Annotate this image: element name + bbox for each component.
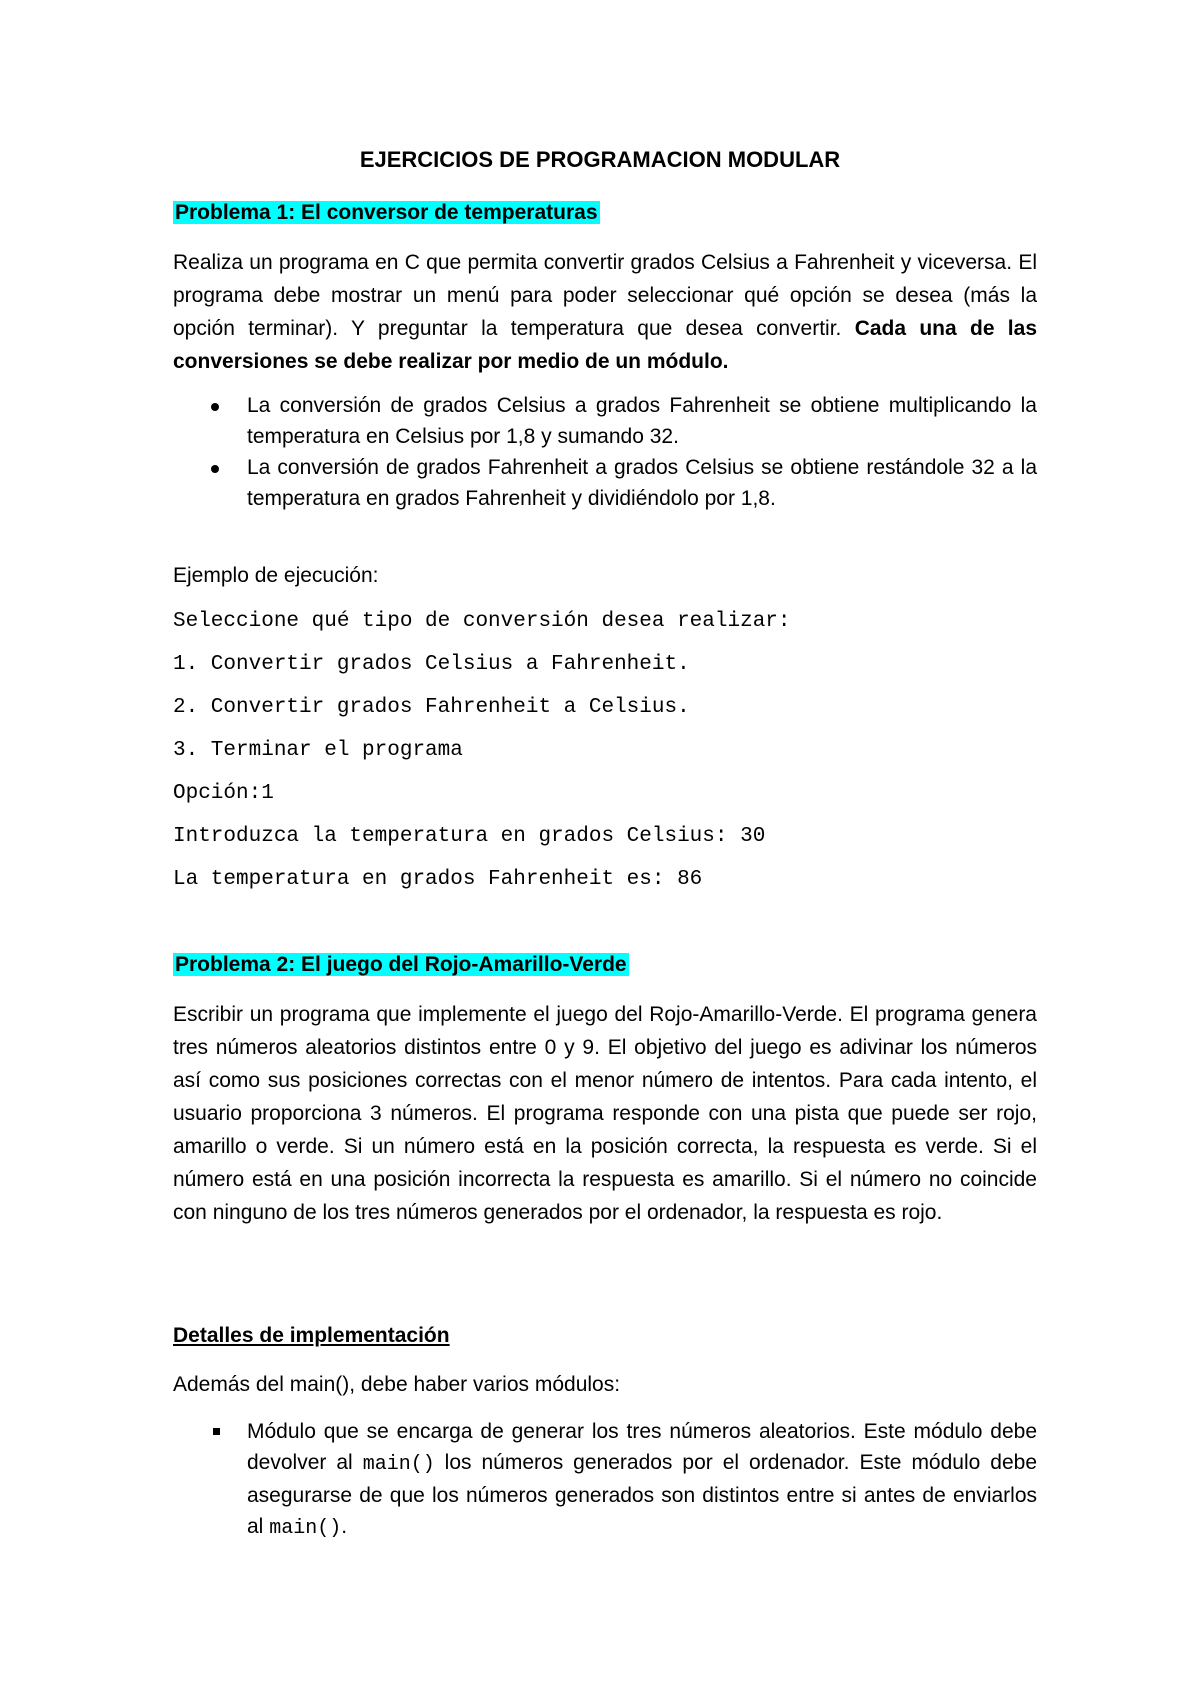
- problem-1-heading-wrap: [173, 196, 1037, 229]
- module-bullet-list: [173, 1416, 1037, 1544]
- problem-1-bold-text: Cada una de las conversiones se debe realizar por medio de un módulo.: [173, 317, 1038, 373]
- list-item: [173, 390, 1037, 452]
- list-item: [173, 452, 1037, 514]
- details-heading: Detalles de implementación: [173, 1324, 450, 1347]
- list-item: [173, 1416, 1037, 1544]
- problem-2-heading-wrap: [173, 948, 1037, 981]
- document-title: EJERCICIOS DE PROGRAMACION MODULAR: [359, 147, 841, 172]
- example-label: Ejemplo de ejecución:: [173, 564, 379, 587]
- bullet-dot-icon: [211, 403, 219, 411]
- bullet-text: Módulo que se encarga de generar los tres números aleatorios. Este módulo debe devolver al: [247, 1420, 1037, 1474]
- details-intro: Además del main(), debe haber varios módulos:: [173, 1373, 621, 1396]
- example-line: 1. Convertir grados Celsius a Fahrenheit.: [173, 653, 690, 676]
- code-main: main(): [362, 1453, 435, 1476]
- problem-2-paragraph: Escribir un programa que implemente el juego del Rojo-Amarillo-Verde. El programa genera tres números aleatorios distintos entre 0 y 9. El objetivo del juego es adivinar los números así como sus posiciones correctas con el menor número de intentos. Para cada intento, el usuario proporciona 3 números. El programa responde con una pista que puede ser rojo, amarillo o verde. Si un número está en la posición correcta, la respuesta es verde. Si el número está en una posición incorrecta la respuesta es amarillo. Si el número no coincide con ninguno de los tres números generados por el ordenador, la respuesta es rojo.: [173, 1003, 1037, 1224]
- bullet-text: .: [341, 1515, 348, 1538]
- bullet-dot-icon: [211, 465, 219, 473]
- problem-1-text: Realiza un programa en C que permita convertir grados Celsius a Fahrenheit y viceversa. El programa debe mostrar un menú para poder seleccionar qué opción se desea (más la opción terminar). Y preguntar la temperatura que desea convertir.: [173, 251, 1037, 340]
- example-line: Opción:1: [173, 782, 274, 805]
- problem-1-paragraph: [173, 246, 1037, 378]
- bullet-text: La conversión de grados Fahrenheit a grados Celsius se obtiene restándole 32 a la temperatura en grados Fahrenheit y dividiéndolo por 1,8.: [247, 456, 1037, 510]
- problem-1-heading: Problema 1: El conversor de temperaturas: [175, 201, 598, 224]
- details-heading-wrap: [173, 1319, 1037, 1352]
- bullet-text: los números generados por el ordenador. Este módulo debe asegurarse de que los números generados son distintos entre si antes de enviarlos al: [247, 1451, 1038, 1538]
- problem-2-heading: Problema 2: El juego del Rojo-Amarillo-Verde: [175, 953, 627, 976]
- example-line: La temperatura en grados Fahrenheit es: 86: [173, 868, 703, 891]
- problem-1-bullet-list: [173, 390, 1037, 514]
- example-line: 3. Terminar el programa: [173, 739, 463, 762]
- square-bullet-icon: [213, 1428, 220, 1435]
- example-line: Seleccione qué tipo de conversión desea realizar:: [173, 610, 791, 633]
- example-line: Introduzca la temperatura en grados Celsius: 30: [173, 825, 766, 848]
- example-line: 2. Convertir grados Fahrenheit a Celsius.: [173, 696, 690, 719]
- code-main: main(): [269, 1517, 342, 1540]
- bullet-text: La conversión de grados Celsius a grados Fahrenheit se obtiene multiplicando la temperatura en Celsius por 1,8 y sumando 32.: [247, 394, 1037, 448]
